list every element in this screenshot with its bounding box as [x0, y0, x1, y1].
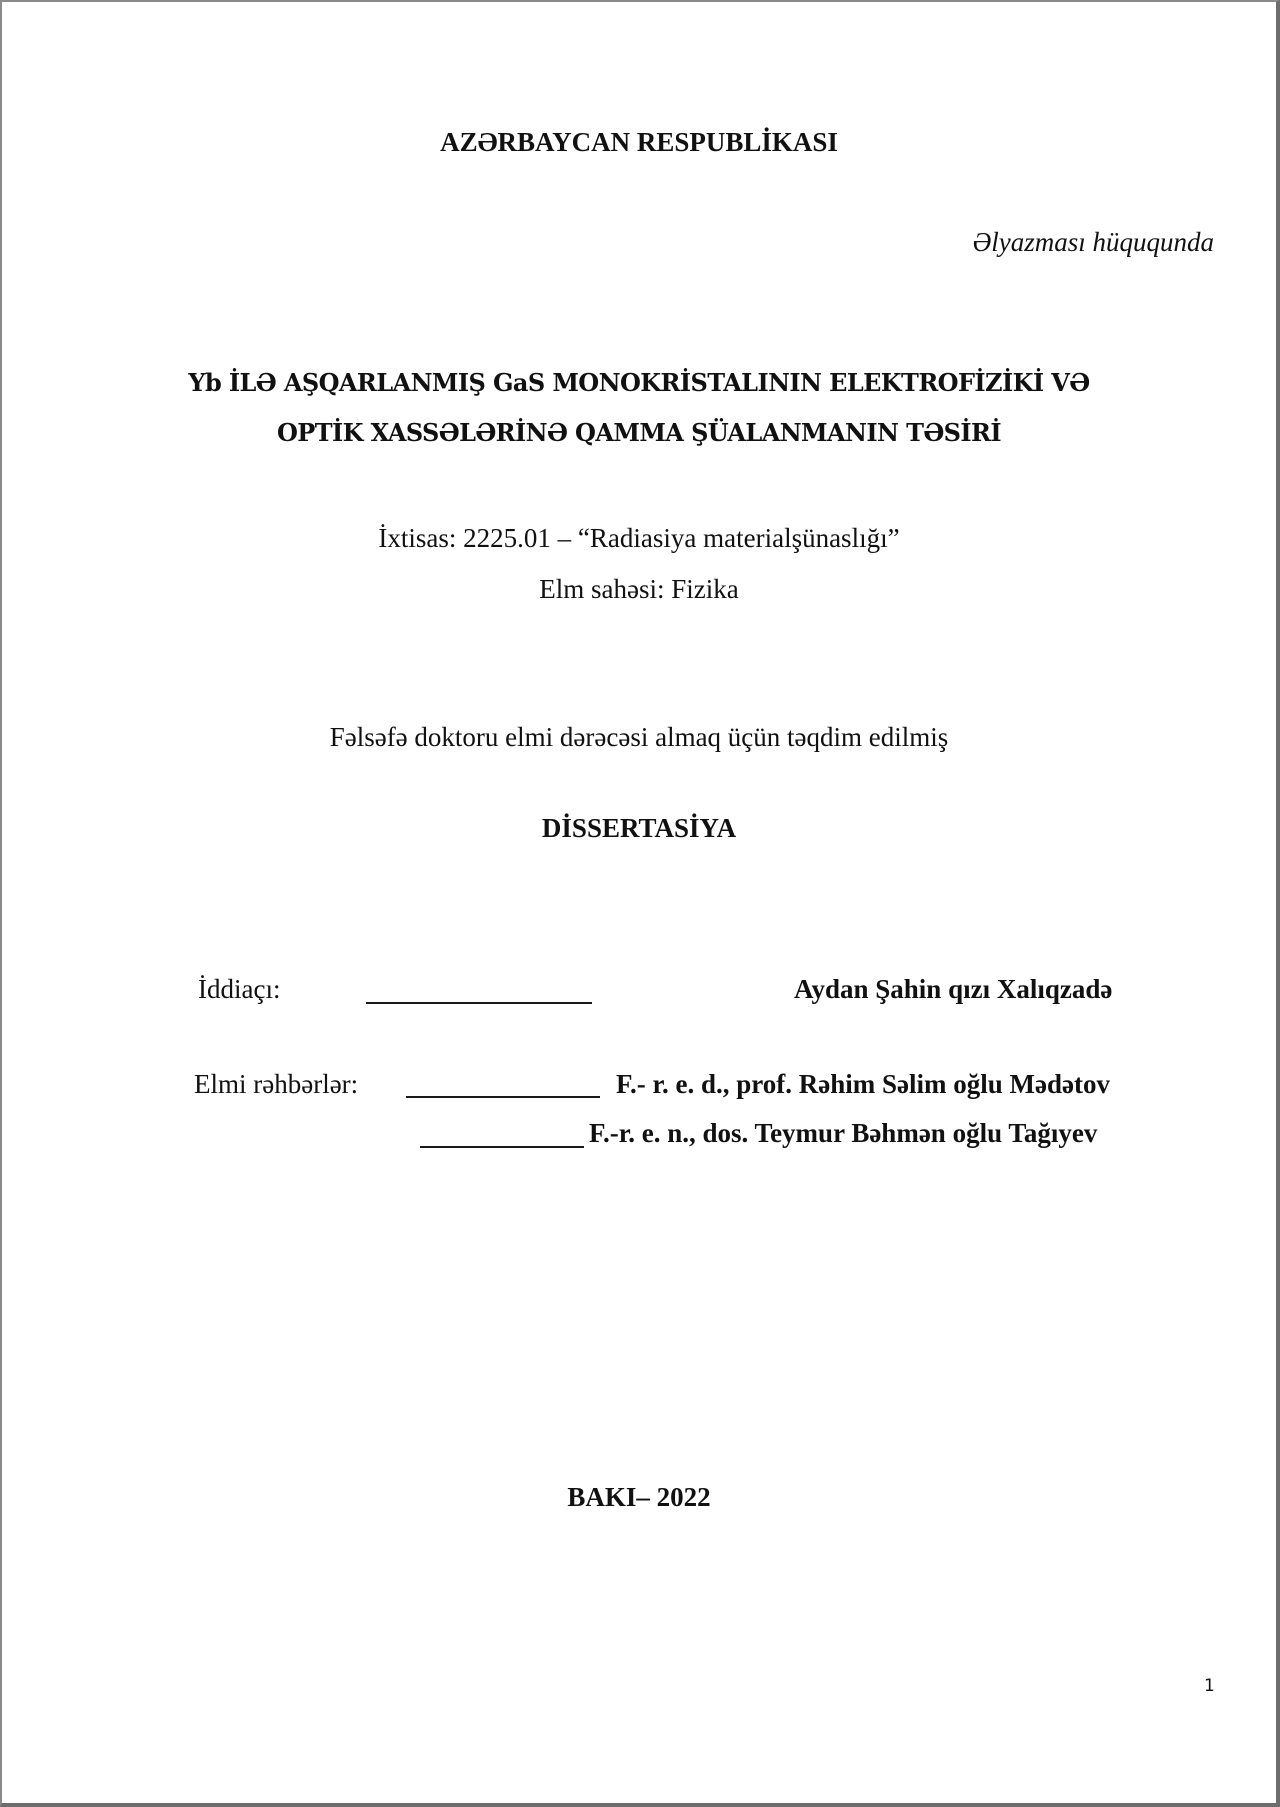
- supervisor-1-name: F.- r. e. d., prof. Rəhim Səlim oğlu Mədətov: [616, 1069, 1110, 1099]
- title-line-1: Yb İLƏ AŞQARLANMIŞ GaS MONOKRİSTALININ ELEKTROFİZİKİ VƏ: [188, 368, 1090, 397]
- supervisor-2-name: F.-r. e. n., dos. Teymur Bəhmən oğlu Tağıyev: [589, 1118, 1098, 1148]
- page-number: 1: [1204, 1676, 1215, 1696]
- supervisor-2-signature-line: [420, 1146, 584, 1148]
- supervisor-1-signature-line: [406, 1096, 600, 1098]
- manuscript-note: Əlyazması hüququnda: [972, 227, 1214, 257]
- title-line-2: OPTİK XASSƏLƏRİNƏ QAMMA ŞÜALANMANIN TƏSİRİ: [277, 418, 1001, 447]
- document-type: DİSSERTASİYA: [541, 813, 737, 843]
- place-year: BAKI– 2022: [567, 1482, 711, 1512]
- specialty-line: İxtisas: 2225.01 – “Radiasiya materialşünaslığı”: [378, 523, 900, 553]
- field-line: Elm sahəsi: Fizika: [539, 574, 739, 604]
- degree-statement: Fəlsəfə doktoru elmi dərəcəsi almaq üçün təqdim edilmiş: [329, 722, 949, 752]
- supervisors-label: Elmi rəhbərlər:: [194, 1069, 359, 1099]
- applicant-name: Aydan Şahin qızı Xalıqzadə: [794, 974, 1113, 1004]
- applicant-label: İddiaçı:: [198, 974, 281, 1004]
- country-heading: AZƏRBAYCAN RESPUBLİKASI: [440, 127, 838, 157]
- applicant-signature-line: [366, 1002, 592, 1004]
